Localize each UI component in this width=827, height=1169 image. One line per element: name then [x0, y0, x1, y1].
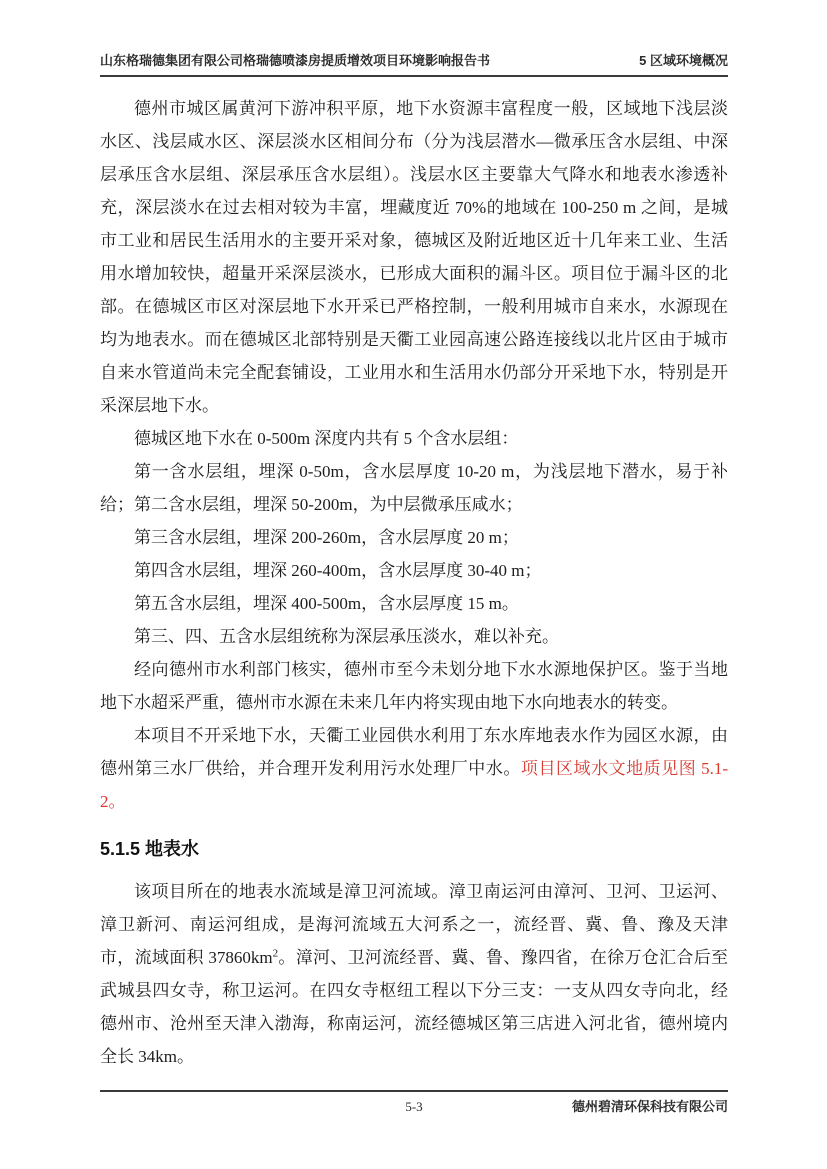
paragraph-aquifer-intro: 德城区地下水在 0-500m 深度内共有 5 个含水层组： [134, 429, 519, 448]
paragraph-aquifer-group-4: 第四含水层组，埋深 260-400m，含水层厚度 30-40 m； [134, 561, 542, 580]
surface-water-superscript: 2 [272, 947, 279, 960]
paragraph-groundwater-overview: 德州市城区属黄河下游冲积平原，地下水资源丰富程度一般，区域地下浅层淡水区、浅层咸水区、深层淡水区相间分布（分为浅层潜水—微承压含水层组、中深层承压含水层组、深层承压含水层组）。浅层水区主要靠大气降水和地表水渗透补充，深层淡水在过去相对较为丰富，埋藏度近 70%的地域在 100-250 m 之间，是城市工业和居民生活用水的主要开采对象，德城区及附近地区近十几年来工业、生活用水增加较快，超量开采深层淡水，已形成大面积的漏斗区。项目位于漏斗区的北部。在德城区市区对深层地下水开采已严格控制，一般利用城市自来水，水源现在均为地表水。而在德城区北部特别是天衢工业园高速公路连接线以北片区由于城市自来水管道尚未完全配套铺设，工业用水和生活用水仍部分开采地下水，特别是开采深层地下水。 [100, 99, 728, 415]
paragraph-aquifer-group-5: 第五含水层组，埋深 400-500m，含水层厚度 15 m。 [134, 594, 519, 613]
header-report-title: 山东格瑞德集团有限公司格瑞德喷漆房提质增效项目环境影响报告书 [100, 53, 491, 68]
paragraph-aquifer-group-3: 第三含水层组，埋深 200-260m，含水层厚度 20 m； [134, 528, 519, 547]
header-chapter-label: 5 区域环境概况 [639, 53, 728, 68]
section-heading-5-1-5-surface-water: 5.1.5 地表水 [100, 839, 200, 859]
paragraph-aquifer-deep-summary: 第三、四、五含水层组统称为深层承压淡水，难以补充。 [134, 627, 559, 646]
paragraph-project-water-supply [100, 719, 728, 818]
surface-water-text-part1: 该项目所在的地表水流域是漳卫河流域。漳卫南运河由漳河、卫河、卫运河、漳卫新河、南运河组成，是海河流域五大河系之一，流经晋、冀、鲁、豫及天津市，流域面积 37860km [100, 882, 728, 967]
paragraph-aquifer-group-1-2: 第一含水层组，埋深 0-50m，含水层厚度 10-20 m，为浅层地下潜水，易于补给；第二含水层组，埋深 50-200m，为中层微承压咸水； [100, 462, 728, 514]
paragraph-surface-water [100, 875, 728, 1073]
document-body [100, 92, 728, 1073]
project-water-supply-text: 本项目不开采地下水，天衢工业园供水利用丁东水库地表水作为园区水源，由德州第三水厂供给，并合理开发利用污水处理厂中水。 [100, 726, 728, 778]
paragraph-source-protection: 经向德州市水利部门核实，德州市至今未划分地下水水源地保护区。鉴于当地地下水超采严重，德州市水源在未来几年内将实现由地下水向地表水的转变。 [100, 660, 728, 712]
figure-reference-text: 项目区域水文地质见图 5.1-2。 [100, 759, 729, 811]
page-footer [100, 1090, 728, 1114]
surface-water-text-part2: 。漳河、卫河流经晋、冀、鲁、豫四省，在徐万仓汇合后至武城县四女寺，称卫运河。在四女寺枢纽工程以下分三支：一支从四女寺向北，经德州市、沧州至天津入渤海，称南运河，流经德城区第三店进入河北省，德州境内全长 34km。 [100, 948, 728, 1066]
page-header [100, 52, 728, 77]
page-number: 5-3 [405, 1099, 423, 1114]
footer-company-name: 德州碧清环保科技有限公司 [571, 1099, 728, 1114]
